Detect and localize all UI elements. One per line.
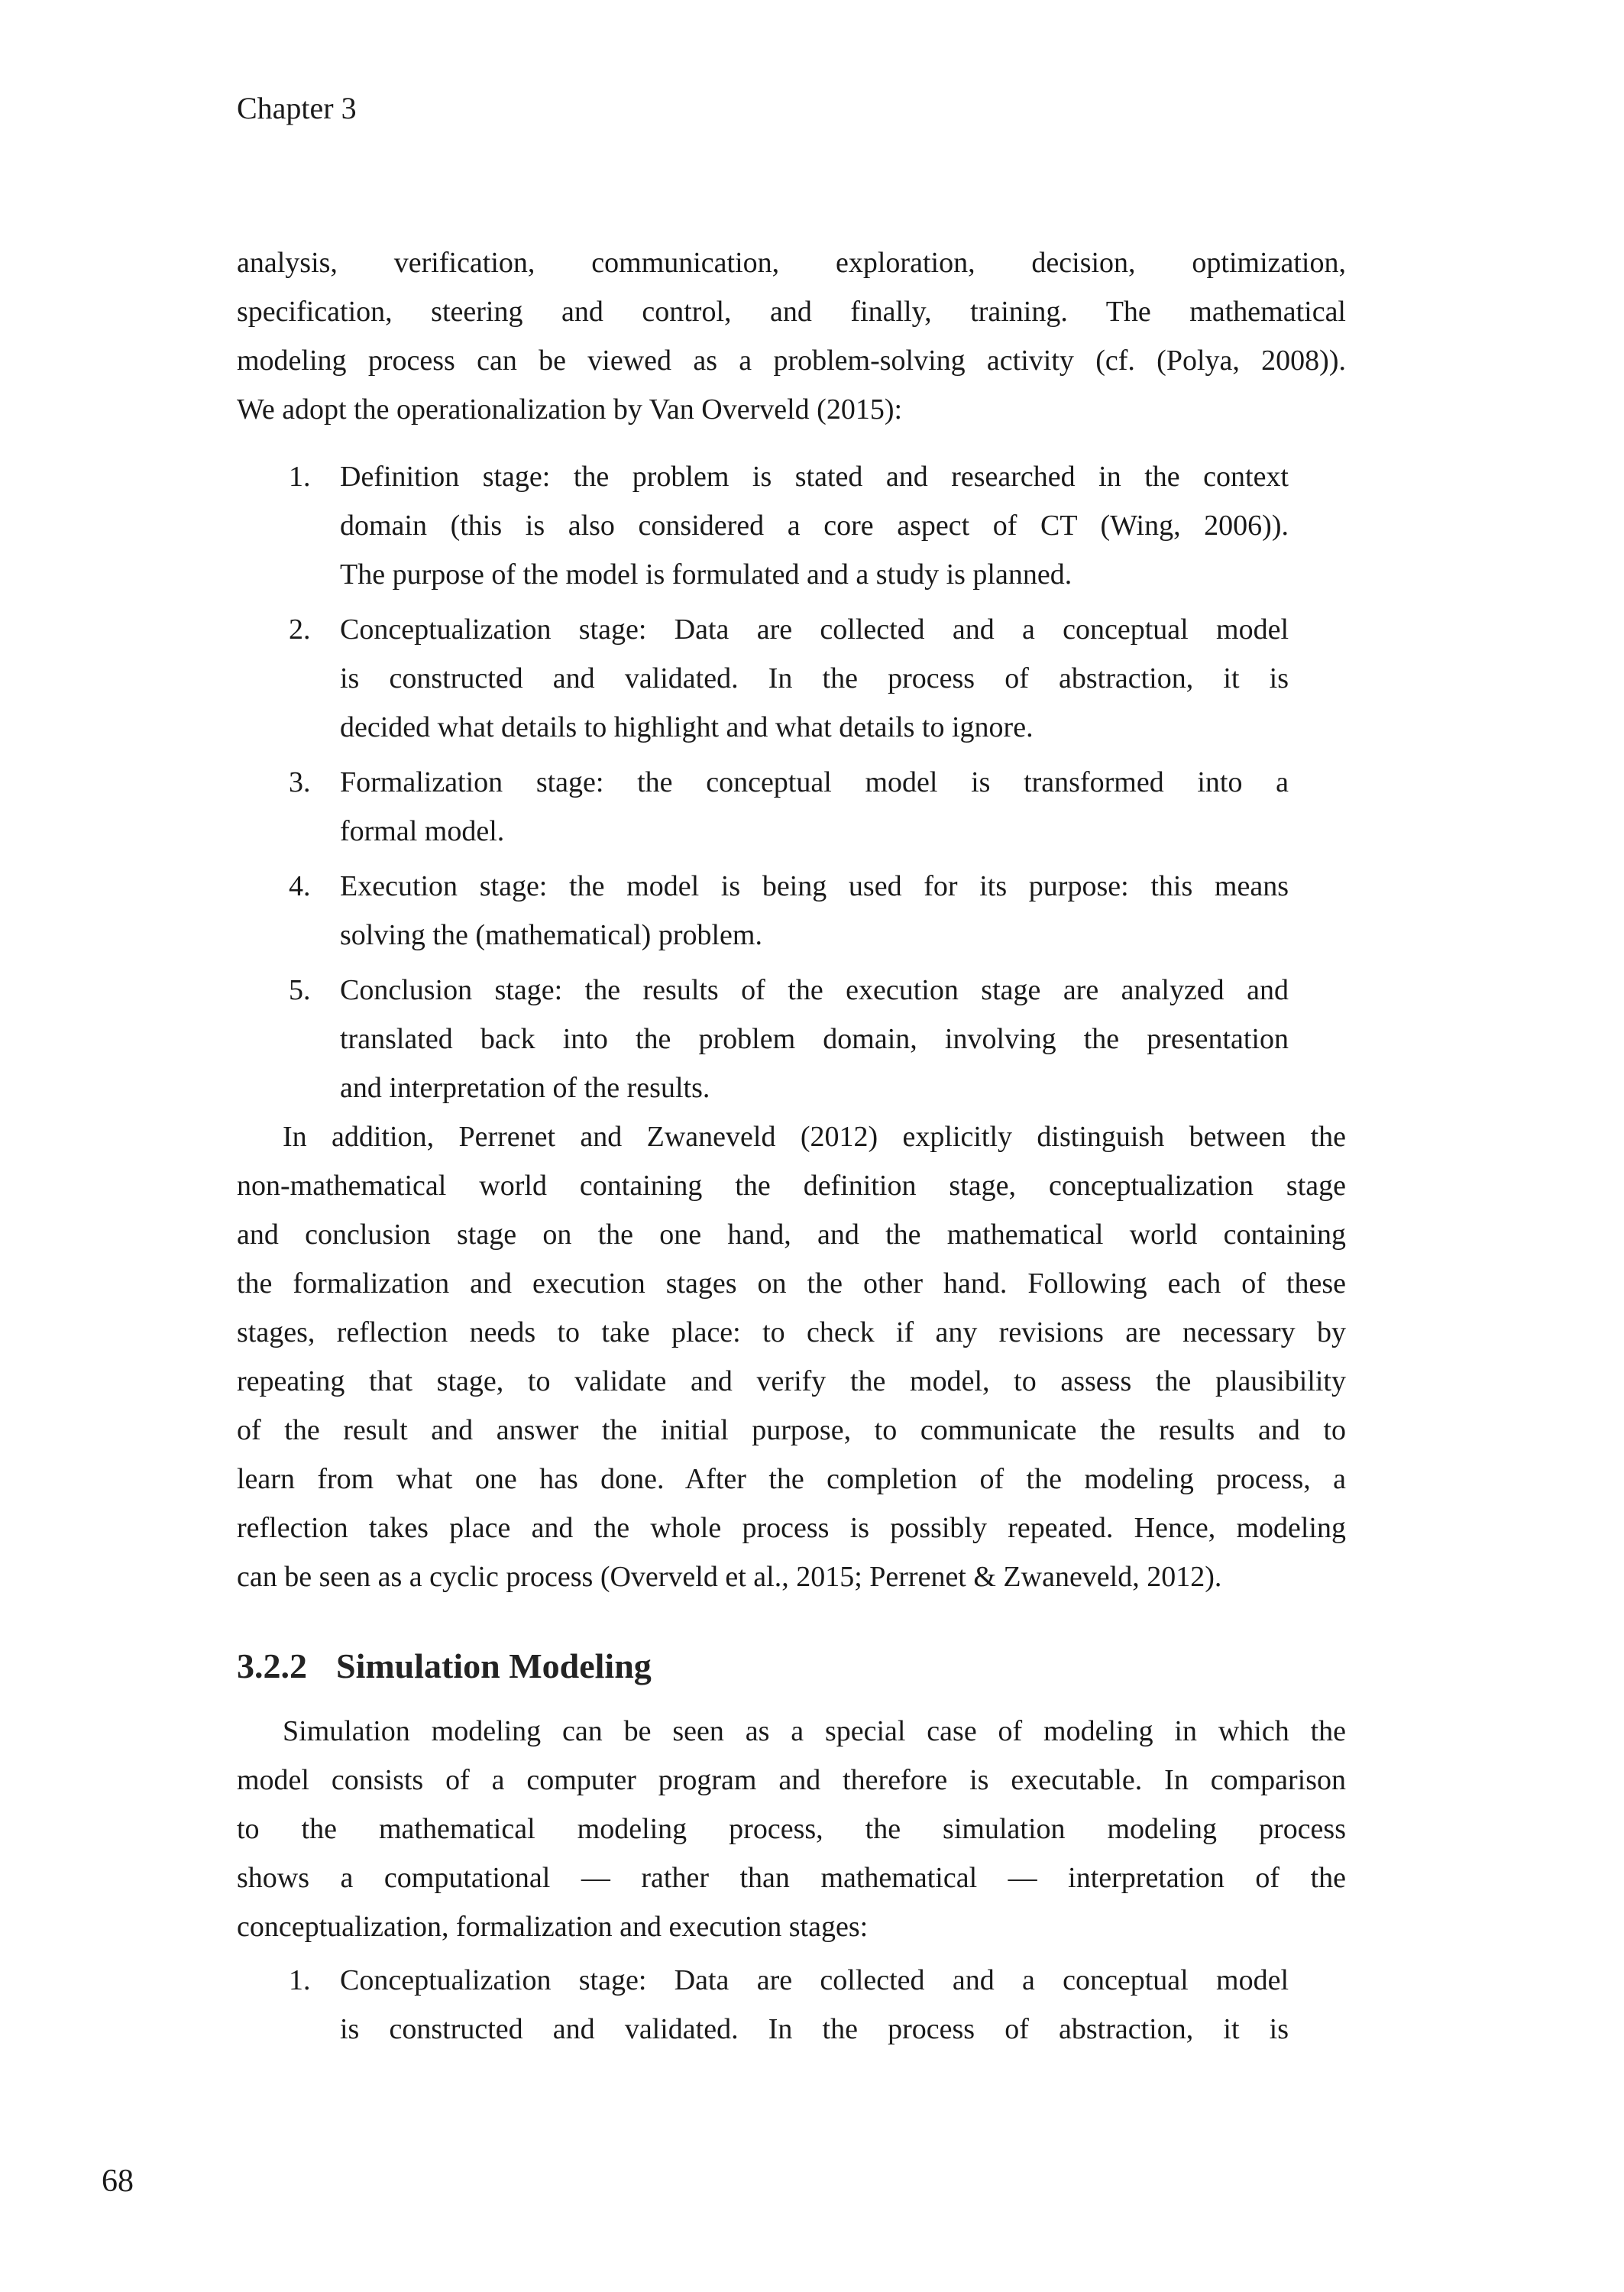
- text-line: to the mathematical modeling process, the simulation modeling process: [237, 1813, 1346, 1845]
- list-item: [289, 1956, 1289, 2054]
- running-header: Chapter 3: [237, 91, 357, 125]
- text-line: decided what details to highlight and what details to ignore.: [340, 711, 1034, 743]
- section-number: 3.2.2: [237, 1646, 307, 1685]
- text-line: domain (this is also considered a core aspect of CT (Wing, 2006)).: [340, 510, 1289, 542]
- text-line: Conceptualization stage: Data are collected and a conceptual model: [340, 1964, 1289, 1996]
- text-line: In addition, Perrenet and Zwaneveld (2012) explicitly distinguish between the: [283, 1121, 1346, 1153]
- text-line: shows a computational — rather than mathematical — interpretation of the: [237, 1862, 1346, 1894]
- text-line: conceptualization, formalization and execution stages:: [237, 1911, 869, 1943]
- list-item: [289, 862, 1289, 960]
- numbered-list: [237, 1956, 1346, 2054]
- list-item: [289, 452, 1289, 599]
- text-line: can be seen as a cyclic process (Overveld et al., 2015; Perrenet & Zwaneveld, 2012).: [237, 1561, 1222, 1593]
- section-title: Simulation Modeling: [336, 1646, 652, 1685]
- text-line: Definition stage: the problem is stated and researched in the context: [340, 461, 1289, 493]
- item-number: 3.: [289, 766, 311, 798]
- text-line: stages, reflection needs to take place: to check if any revisions are necessary by: [237, 1316, 1346, 1348]
- text-line: of the result and answer the initial purpose, to communicate the results and to: [237, 1414, 1346, 1446]
- text-line: non-mathematical world containing the definition stage, conceptualization stage: [237, 1170, 1346, 1202]
- numbered-list: [237, 452, 1346, 1112]
- text-line: is constructed and validated. In the process of abstraction, it is: [340, 2013, 1289, 2045]
- list-item: [289, 605, 1289, 752]
- text-line: We adopt the operationalization by Van Overveld (2015):: [237, 393, 903, 426]
- text-line: is constructed and validated. In the process of abstraction, it is: [340, 662, 1289, 694]
- text-line: specification, steering and control, and finally, training. The mathematical: [237, 296, 1346, 328]
- text-line: Conclusion stage: the results of the execution stage are analyzed and: [340, 974, 1289, 1006]
- text-line: modeling process can be viewed as a problem-solving activity (cf. (Polya, 2008)).: [237, 345, 1346, 377]
- item-number: 5.: [289, 974, 311, 1006]
- text-line: Simulation modeling can be seen as a special case of modeling in which the: [283, 1715, 1346, 1747]
- text-line: analysis, verification, communication, exploration, decision, optimization,: [237, 247, 1346, 279]
- text-line: learn from what one has done. After the completion of the modeling process, a: [237, 1463, 1346, 1495]
- text-line: Execution stage: the model is being used for its purpose: this means: [340, 870, 1289, 902]
- text-line: solving the (mathematical) problem.: [340, 919, 762, 951]
- text-line: translated back into the problem domain, involving the presentation: [340, 1023, 1289, 1055]
- page-number: 68: [102, 2164, 134, 2199]
- text-line: reflection takes place and the whole process is possibly repeated. Hence, modeling: [237, 1512, 1346, 1544]
- item-number: 1.: [289, 1964, 311, 1996]
- text-line: Formalization stage: the conceptual model is transformed into a: [340, 766, 1289, 798]
- list-item: [289, 966, 1289, 1112]
- paragraph: [237, 1112, 1346, 1601]
- item-number: 4.: [289, 870, 311, 902]
- text-line: the formalization and execution stages on the other hand. Following each of these: [237, 1267, 1346, 1300]
- body-column: [237, 238, 1346, 2054]
- text-line: repeating that stage, to validate and verify the model, to assess the plausibility: [237, 1365, 1346, 1397]
- text-line: model consists of a computer program and therefore is executable. In comparison: [237, 1764, 1346, 1796]
- paragraph: [237, 238, 1346, 434]
- text-line: and conclusion stage on the one hand, and the mathematical world containing: [237, 1219, 1346, 1251]
- text-line: The purpose of the model is formulated and a study is planned.: [340, 558, 1072, 591]
- item-number: 2.: [289, 613, 311, 646]
- item-number: 1.: [289, 461, 311, 493]
- paragraph: [237, 1707, 1346, 1951]
- text-line: formal model.: [340, 815, 505, 847]
- text-line: and interpretation of the results.: [340, 1072, 710, 1104]
- text-line: Conceptualization stage: Data are collected and a conceptual model: [340, 613, 1289, 646]
- list-item: [289, 758, 1289, 856]
- section-heading: [237, 1644, 1346, 1688]
